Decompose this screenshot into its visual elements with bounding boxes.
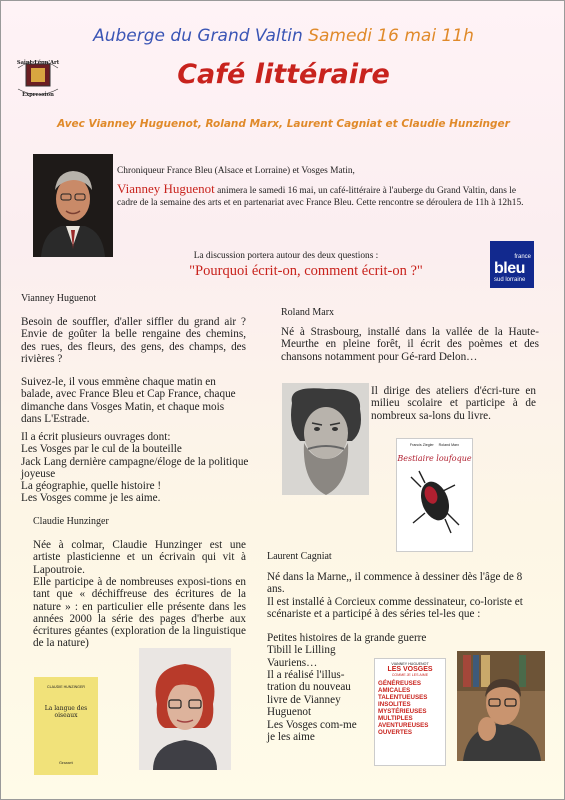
laurent-section-heading: Laurent Cagniat [267,551,332,562]
les-vosges-book [374,658,446,766]
vianney-bio-p1: Besoin de souffler, d'aller siffler du grand air ? Envie de goûter la belle rengaine des chemins, des rues, des fleurs, des gens, des champs, des rivières ? [21,316,246,365]
svg-text:Saint-Léon'Art: Saint-Léon'Art [16,60,60,66]
book-word: OUVERTES [378,729,413,736]
work-item: Les Vosges par le cul de la bouteille [21,443,182,456]
book-authors: Francis Ziegler Roland Marx [409,443,460,447]
book-word: MYSTÉRIEUSES [378,708,427,715]
bestiaire-loufoque-book [396,438,473,552]
svg-text:Expression: Expression [22,92,54,98]
vianney-bio-p2: Suivez-le, il vous emmène chaque matin en balade, avec France Bleu et Cap France, chaque dimanche dans Vosges Matin, et chaque mois dans L'Estrade. [21,376,236,425]
book-word: AVENTUREUSES [378,722,429,729]
book-word: MULTIPLES [378,715,413,722]
book-subtitle: COMME JE LES AIME [391,673,429,677]
france-bleu-logo [490,241,534,288]
vianney-name-highlight: Vianney Huguenot [117,181,215,196]
la-langue-des-oiseaux-book [34,677,98,775]
book-title: La langue des oiseaux [44,705,88,719]
laurent-cagniat-photo [457,651,545,761]
book-word: AMICALES [378,687,411,694]
france-bleu-bottom: sud lorraine [494,277,526,283]
book-title: LES VOSGES [387,666,433,673]
works-intro: Il a écrit plusieurs ouvrages dont: [21,431,171,443]
beetle-illustration [397,463,472,543]
book-word: INSOLITES [378,701,411,708]
work-item: La géographie, quelle histoire ! [21,480,162,493]
page-title: Café littéraire [177,59,390,90]
claudie-hunzinger-photo [139,648,231,770]
laurent-bio-p1: Né dans la Marne,, il commence à dessiner dès l'âge de 8 ans. [267,571,523,596]
work-item: Jack Lang dernière campagne/éloge de la politique joyeuse [21,455,249,480]
book-title: Bestiaire loufoque [397,454,472,463]
france-bleu-main: bleu [494,260,525,277]
series-item: Vauriens… [267,656,318,669]
roland-bio-p2: Il dirige des ateliers d'écri-ture en milieu scolaire et participe à de nombreux sa-lons du livre. [371,385,536,422]
book-author: CLAUDIE HUNZINGER [47,685,85,689]
book-publisher: Grasset [59,761,73,765]
claudie-bio-p1: Née à colmar, Claudie Hunzinger est une artiste plasticienne et un écrivain qui vit à Lapoutroie. [33,539,246,576]
series-item: Tibill le Lilling [267,644,336,657]
france-bleu-top: france [514,254,531,260]
work-item: Les Vosges comme je les aime. [21,492,161,505]
laurent-bio-p4: Les Vosges com-me je les aime [267,719,357,744]
vianney-section-heading: Vianney Huguenot [21,293,97,304]
vianney-huguenot-photo [33,154,113,257]
date-label: Samedi 16 mai 11h [308,26,474,46]
claudie-section-heading: Claudie Hunzinger [33,516,109,527]
book-word: TALENTUEUSES [378,694,428,701]
participants-subtitle: Avec Vianney Huguenot, Roland Marx, Laurent Cagniat et Claudie Hunzinger [57,118,510,130]
roland-marx-photo [282,383,369,495]
book-author: VIANNEY HUGUENOT [391,662,429,666]
series-item: Petites histoires de la grande guerre [267,632,427,644]
venue-label: Auberge du Grand Valtin [93,26,303,46]
intro-body-text: animera le samedi 16 mai, un café-littéraire à l'auberge du Grand Valtin, dans le cadre de la semaine des arts et en partenariat avec France Bleu. Cette rencontre se déroulera de 11h à 12h15. [117,186,524,208]
intro-body [117,183,537,209]
intro-line1: Chroniqueur France Bleu (Alsace et Lorraine) et Vosges Matin, [117,166,355,176]
claudie-bio-p2: Elle participe à de nombreuses exposi-tions en tant que « déchiffreuse des écritures de la nature » : en particulier elle présente dans les années 2000 la série des pages d'herbe aux écritures géantes (exploration de la linguistique de la nature) [33,576,246,650]
intro-paragraph [117,165,537,209]
discussion-question: "Pourquoi écrit-on, comment écrit-on ?" [189,263,423,279]
vianney-works [21,431,251,505]
laurent-bio-p3: Il a réalisé l'illus-tration du nouveau livre de Vianney Huguenot [267,669,351,718]
book-word: GÉNÉREUSES [378,680,421,687]
roland-bio-p1: Né à Strasbourg, installé dans la vallée de la Haute-Meurthe en pleine forêt, il écrit des poèmes et des chansons notamment pour Gé-rard Delon… [281,326,539,363]
roland-section-heading: Roland Marx [281,307,335,318]
discussion-intro: La discussion portera autour des deux questions : [193,251,379,261]
event-header [1,26,565,46]
book-words [375,680,445,736]
laurent-bio-p2: Il est installé à Corcieux comme dessinateur, co-loriste et scénariste et a participé à des séries tel-les que : [267,596,523,621]
